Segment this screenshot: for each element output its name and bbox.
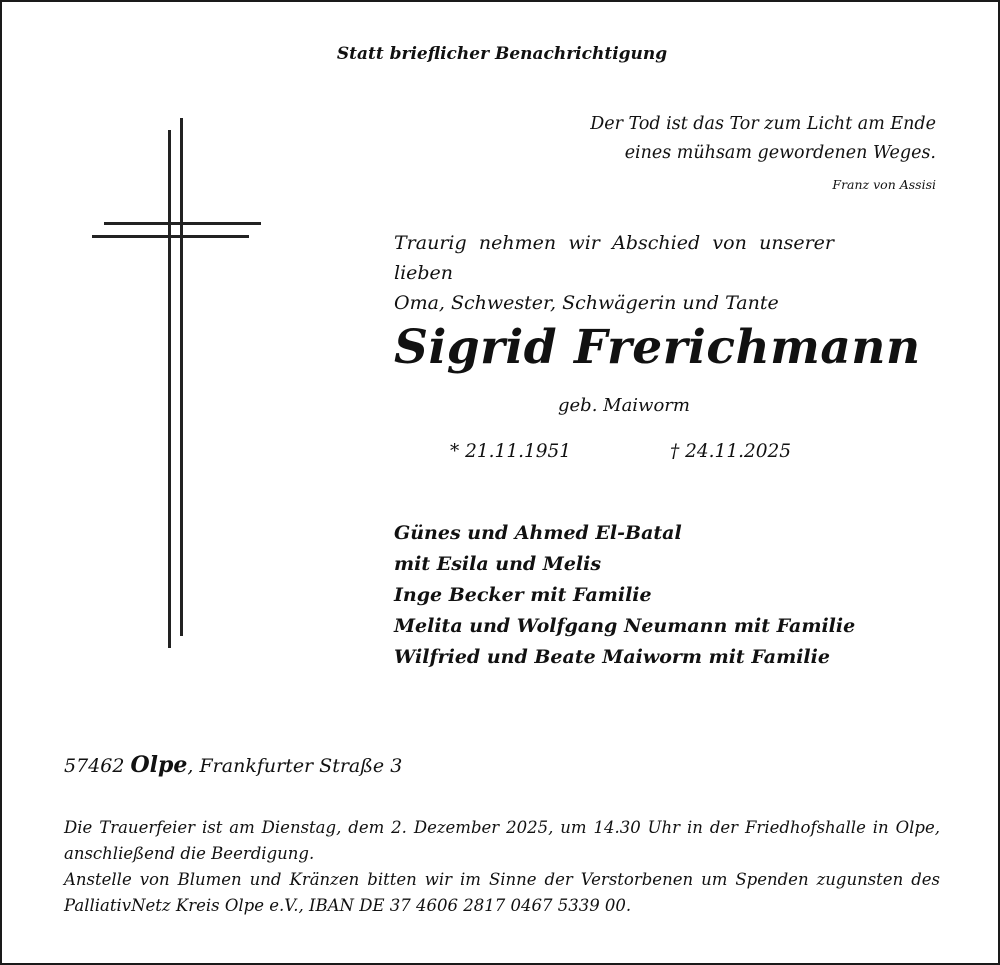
quote	[590, 110, 936, 168]
deceased-name: Sigrid Frerichmann	[394, 320, 921, 375]
mourner-item: Günes und Ahmed El-Batal	[394, 522, 682, 544]
maiden-name: geb. Maiworm	[558, 395, 690, 416]
address-zip: 57462	[64, 755, 125, 777]
address-street: , Frankfurter Straße 3	[187, 755, 403, 777]
notes-line-2: anschließend die Beerdigung.	[64, 844, 315, 863]
death-date: † 24.11.2025	[670, 441, 792, 462]
cross-horizontal-bar-front	[104, 222, 261, 225]
service-notes	[64, 815, 940, 919]
mourners-list	[394, 518, 855, 673]
mourner-item: Inge Becker mit Familie	[394, 584, 652, 606]
mourner-item: mit Esila und Melis	[394, 553, 602, 575]
birth-date: * 21.11.1951	[450, 441, 572, 462]
quote-line-2: eines mühsam gewordenen Weges.	[624, 143, 936, 163]
cross-vertical-bar-front	[180, 118, 183, 636]
address-city: Olpe	[130, 752, 188, 778]
notes-line-4: PalliativNetz Kreis Olpe e.V., IBAN DE 37 4606 2817 0467 5339 00.	[64, 896, 632, 915]
quote-author: Franz von Assisi	[832, 177, 936, 192]
intro-text	[394, 228, 834, 318]
mourner-item: Melita und Wolfgang Neumann mit Familie	[394, 615, 856, 637]
notes-line-1: Die Trauerfeier ist am Dienstag, dem 2. Dezember 2025, um 14.30 Uhr in der Friedhofshalle in Olpe,	[64, 818, 940, 837]
quote-line-1: Der Tod ist das Tor zum Licht am Ende	[590, 114, 936, 134]
intro-line-2: Oma, Schwester, Schwägerin und Tante	[394, 292, 779, 314]
header-notice: Statt brieflicher Benachrichtigung	[336, 44, 668, 64]
cross-horizontal-bar-back	[92, 235, 249, 238]
address	[64, 752, 402, 778]
cross-vertical-bar-back	[168, 130, 171, 648]
notes-line-3: Anstelle von Blumen und Kränzen bitten wir im Sinne der Verstorbenen um Spenden zugunsten des	[64, 870, 940, 889]
intro-line-1: Traurig nehmen wir Abschied von unserer lieben	[394, 232, 834, 284]
mourner-item: Wilfried und Beate Maiworm mit Familie	[394, 646, 830, 668]
